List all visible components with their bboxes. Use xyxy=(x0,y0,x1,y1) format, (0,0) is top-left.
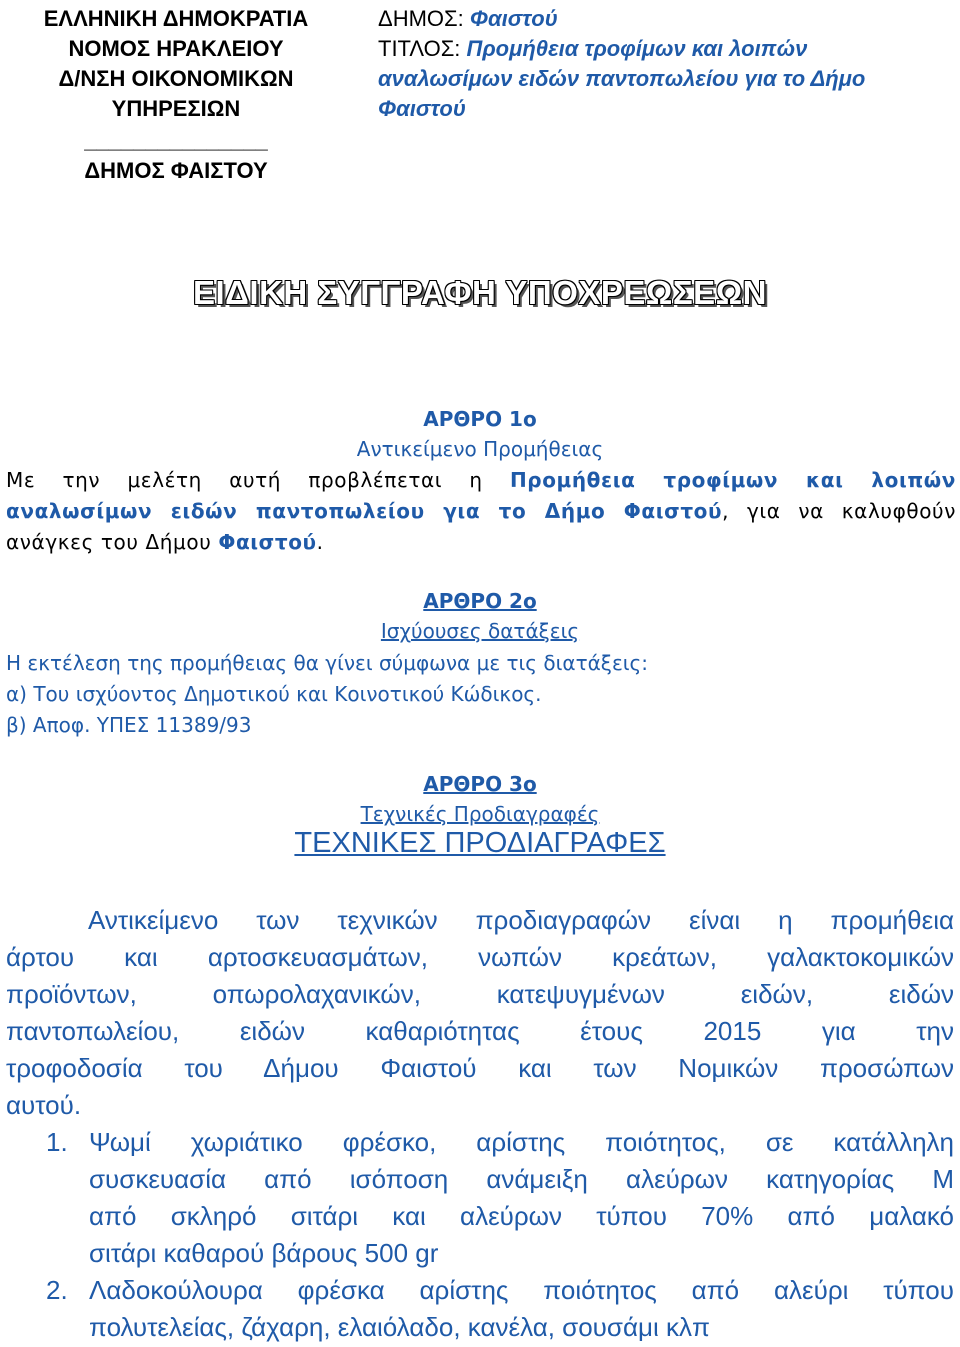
list-item xyxy=(0,1272,960,1346)
article2-line: β) Αποφ. ΥΠΕΣ 11389/93 xyxy=(6,713,252,737)
list-item-line: πολυτελείας, ζάχαρη, ελαιόλαδο, κανέλα, σουσάμι κλπ xyxy=(89,1312,710,1342)
municipality-name: ΔΗΜΟΣ ΦΑΙΣΤΟΥ xyxy=(84,158,268,183)
technical-specs-heading: ΤΕΧΝΙΚΕΣ ΠΡΟΔΙΑΓΡΑΦΕΣ xyxy=(294,827,666,859)
text-plain: , για να καλυφθούν xyxy=(722,499,956,523)
article1-subheading: Αντικείμενο Προμήθειας xyxy=(356,437,604,461)
list-item-line: από σκληρό σιτάρι και αλεύρων τύπου 70% από μαλακό xyxy=(89,1201,954,1231)
list-item-line: συσκευασία από ισόποση ανάμειξη αλεύρων κατηγορίας Μ xyxy=(89,1164,954,1194)
list-item-number: 2. xyxy=(46,1275,68,1305)
list-item-line: Ψωμί χωριάτικο φρέσκο, αρίστης ποιότητος, σε κατάλληλη xyxy=(89,1127,954,1157)
issuer-line: ΥΠΗΡΕΣΙΩΝ xyxy=(111,96,241,121)
article2-body xyxy=(6,648,648,741)
text-highlight: αναλωσίμων ειδών παντοπωλείου για το Δήμο Φαιστού xyxy=(6,499,723,523)
text-highlight: Προμήθεια τροφίμων και λοιπών xyxy=(509,468,956,492)
dimos-value: Φαιστού xyxy=(469,6,558,31)
technical-specs-intro xyxy=(6,902,954,1124)
text-highlight: Φαιστού xyxy=(218,530,317,554)
article2-heading: ΑΡΘΡΟ 2ο xyxy=(423,589,537,613)
article1-heading: ΑΡΘΡΟ 1ο xyxy=(423,407,537,431)
intro-line: τροφοδοσία του Δήμου Φαιστού και των Νομικών προσώπων xyxy=(6,1053,954,1083)
article1-line xyxy=(6,527,956,558)
article1-line xyxy=(6,465,956,496)
titlos-value-line: Προμήθεια τροφίμων και λοιπών xyxy=(466,36,808,61)
intro-line: Αντικείμενο των τεχνικών προδιαγραφών είναι η προμήθεια xyxy=(88,905,954,935)
article3-subheading: Τεχνικές Προδιαγραφές xyxy=(360,802,600,826)
dimos-row xyxy=(378,4,865,34)
list-item-line: σιτάρι καθαρού βάρους 500 gr xyxy=(89,1238,439,1268)
intro-line: άρτου και αρτοσκευασμάτων, νωπών κρεάτων, γαλακτοκομικών xyxy=(6,942,954,972)
article1-line xyxy=(6,496,956,527)
text-plain: Με την μελέτη αυτή προβλέπεται η xyxy=(6,468,483,492)
intro-line: παντοπωλείου, ειδών καθαριότητας έτους 2015 για την xyxy=(6,1016,954,1046)
list-item xyxy=(0,1124,960,1272)
issuer-block xyxy=(0,4,352,186)
titlos-row xyxy=(378,34,865,64)
list-item-number: 1. xyxy=(46,1127,68,1157)
text-plain: ανάγκες του Δήμου xyxy=(6,530,212,554)
article2-subheading: Ισχύουσες δατάξεις xyxy=(380,619,580,643)
product-list xyxy=(0,1124,960,1346)
document-meta xyxy=(378,4,865,124)
issuer-line: Δ/ΝΣΗ ΟΙΚΟΝΟΜΙΚΩΝ xyxy=(58,66,294,91)
intro-line: προϊόντων, οπωρολαχανικών, κατεψυγμένων ειδών, ειδών xyxy=(6,979,954,1009)
list-item-line: Λαδοκούλουρα φρέσκα αρίστης ποιότητος από αλεύρι τύπου xyxy=(89,1275,954,1305)
titlos-value-line: Φαιστού xyxy=(378,96,466,121)
titlos-label: ΤΙΤΛΟΣ: xyxy=(378,36,461,61)
article3-heading: ΑΡΘΡΟ 3ο xyxy=(423,772,537,796)
article2-line: α) Του ισχύοντος Δημοτικού και Κοινοτικού Κώδικος. xyxy=(6,682,542,706)
article1-body xyxy=(6,465,956,558)
document-title: ΕΙΔΙΚΗ ΣΥΓΓΡΑΦΗ ΥΠΟΧΡΕΩΣΕΩΝ xyxy=(193,274,767,311)
article2-line: Η εκτέλεση της προμήθειας θα γίνει σύμφωνα με τις διατάξεις: xyxy=(6,651,649,675)
text-plain: . xyxy=(316,530,324,554)
intro-line: αυτού. xyxy=(6,1090,82,1120)
dimos-label: ΔΗΜΟΣ: xyxy=(378,6,464,31)
issuer-line: ΕΛΛΗΝΙΚΗ ΔΗΜΟΚΡΑΤΙΑ xyxy=(43,6,309,31)
issuer-line: ΝΟΜΟΣ ΗΡΑΚΛΕΙΟΥ xyxy=(68,36,284,61)
titlos-value-line: αναλωσίμων ειδών παντοπωλείου για το Δήμο xyxy=(378,66,866,91)
separator-line: _______________ xyxy=(84,128,268,153)
